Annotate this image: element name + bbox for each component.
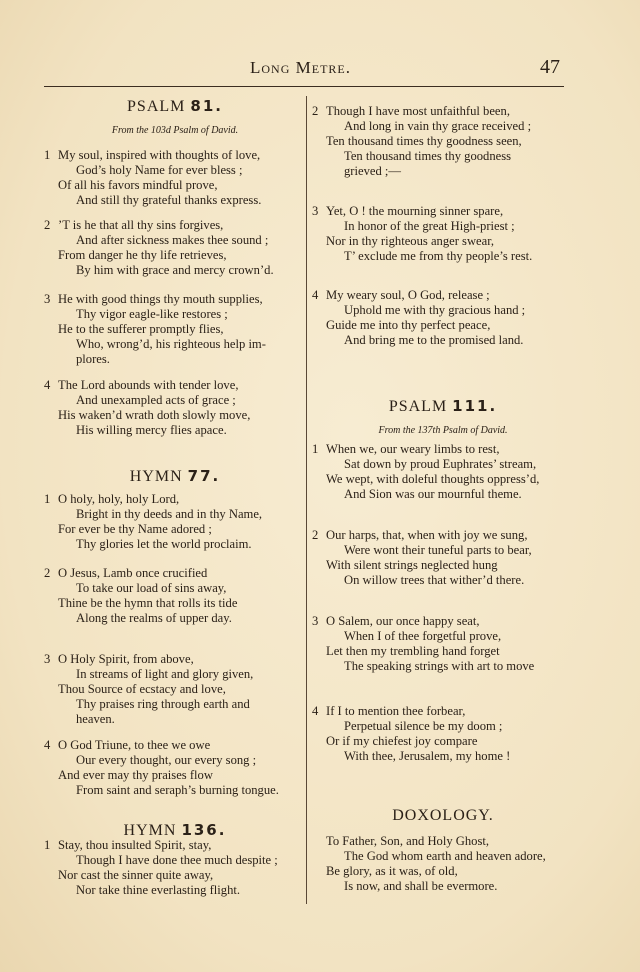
verse-line: Is now, and shall be evermore. xyxy=(344,879,498,893)
stanza xyxy=(312,104,574,179)
verse-line: Our every thought, our every song ; xyxy=(76,753,257,767)
hymn-title-word: HYMN xyxy=(123,822,177,839)
column-divider xyxy=(306,96,307,904)
stanza xyxy=(312,442,574,502)
verse-line: From saint and seraph’s burning tongue. xyxy=(76,783,279,797)
stanza-number: 4 xyxy=(312,288,319,302)
verse-line: On willow trees that wither’d there. xyxy=(344,573,525,587)
verse-line: When we, our weary limbs to rest, xyxy=(326,442,500,456)
stanza-number: 3 xyxy=(44,652,51,666)
stanza-number: 4 xyxy=(44,738,51,752)
verse-line: Bright in thy deeds and in thy Name, xyxy=(76,507,263,521)
verse-line: Ten thousand times thy goodness seen, xyxy=(326,134,522,148)
stanza xyxy=(44,378,306,438)
hymn-title xyxy=(44,96,306,117)
stanza xyxy=(44,148,306,208)
verse-line: Let then my trembling hand forget xyxy=(326,644,500,658)
verse-line: Ten thousand times thy goodness xyxy=(344,149,512,163)
verse-line: plores. xyxy=(76,352,110,366)
verse-line: Though I have most unfaithful been, xyxy=(326,104,510,118)
verse-line: Be glory, as it was, of old, xyxy=(326,864,458,878)
stanza xyxy=(44,492,306,552)
stanza xyxy=(44,652,306,727)
verse-line: O Salem, our once happy seat, xyxy=(326,614,480,628)
stanza-number: 1 xyxy=(44,492,51,506)
verse-line: Nor in thy righteous anger swear, xyxy=(326,234,495,248)
stanza xyxy=(312,528,574,588)
verse-line: We wept, with doleful thoughts oppress’d, xyxy=(326,472,540,486)
verse-line: For ever be thy Name adored ; xyxy=(58,522,212,536)
verse-line: Perpetual silence be my doom ; xyxy=(344,719,503,733)
running-title: Long Metre. xyxy=(250,58,351,77)
verse-line: From danger he thy life retrieves, xyxy=(58,248,227,262)
verse-line: Yet, O ! the mourning sinner spare, xyxy=(326,204,504,218)
verse-line: The God whom earth and heaven adore, xyxy=(344,849,546,863)
verse-line: By him with grace and mercy crown’d. xyxy=(76,263,274,277)
verse-line: To Father, Son, and Holy Ghost, xyxy=(326,834,490,848)
verse-line: O God Triune, to thee we owe xyxy=(58,738,211,752)
hymn-number: 77. xyxy=(187,467,221,485)
verse-line: The speaking strings with art to move xyxy=(344,659,535,673)
verse-line: Sat down by proud Euphrates’ stream, xyxy=(344,457,537,471)
stanza-number: 2 xyxy=(44,566,51,580)
stanza-number: 1 xyxy=(44,838,51,852)
verse-line: Nor cast the sinner quite away, xyxy=(58,868,214,882)
verse-line: With silent strings neglected hung xyxy=(326,558,498,572)
verse-line: Or if my chiefest joy compare xyxy=(326,734,478,748)
stanza xyxy=(312,204,574,264)
hymn-title-word: PSALM xyxy=(127,98,186,115)
stanza-number: 4 xyxy=(44,378,51,392)
hymn-title xyxy=(312,806,574,826)
verse-line: Uphold me with thy gracious hand ; xyxy=(344,303,526,317)
verse-line: He to the sufferer promptly flies, xyxy=(58,322,224,336)
verse-line: Nor take thine everlasting flight. xyxy=(76,883,241,897)
verse-line: O holy, holy, holy Lord, xyxy=(58,492,180,506)
stanza-number: 4 xyxy=(312,704,319,718)
verse-line: My soul, inspired with thoughts of love, xyxy=(58,148,261,162)
verse-line: Thy praises ring through earth and xyxy=(76,697,250,711)
verse-line: O Holy Spirit, from above, xyxy=(58,652,194,666)
verse-line: And bring me to the promised land. xyxy=(344,333,524,347)
verse-line: With thee, Jerusalem, my home ! xyxy=(344,749,511,763)
verse-line: The Lord abounds with tender love, xyxy=(58,378,239,392)
verse-line: Guide me into thy perfect peace, xyxy=(326,318,491,332)
hymn-number: 111. xyxy=(452,397,498,415)
verse-line: Stay, thou insulted Spirit, stay, xyxy=(58,838,212,852)
verse-line: And Sion was our mournful theme. xyxy=(344,487,522,501)
verse-line: God’s holy Name for ever bless ; xyxy=(76,163,243,177)
verse-line: Along the realms of upper day. xyxy=(76,611,232,625)
stanza xyxy=(312,614,574,674)
verse-line: And unexampled acts of grace ; xyxy=(76,393,236,407)
verse-line: O Jesus, Lamb once crucified xyxy=(58,566,208,580)
verse-line: Our harps, that, when with joy we sung, xyxy=(326,528,528,542)
stanza xyxy=(44,838,306,898)
verse-line: His willing mercy flies apace. xyxy=(76,423,227,437)
stanza-number: 3 xyxy=(312,204,319,218)
verse-line: Thine be the hymn that rolls its tide xyxy=(58,596,238,610)
verse-line: Of all his favors mindful prove, xyxy=(58,178,218,192)
stanza xyxy=(44,218,306,278)
hymn-title xyxy=(44,466,306,487)
stanza xyxy=(312,288,574,348)
verse-line: Thy glories let the world proclaim. xyxy=(76,537,252,551)
verse-line: When I of thee forgetful prove, xyxy=(344,629,502,643)
stanza xyxy=(312,834,574,894)
verse-line: His waken’d wrath doth slowly move, xyxy=(58,408,251,422)
verse-line: T’ exclude me from thy people’s rest. xyxy=(344,249,533,263)
verse-line: In honor of the great High-priest ; xyxy=(344,219,515,233)
stanza-number: 3 xyxy=(44,292,51,306)
stanza xyxy=(312,704,574,764)
stanza-number: 1 xyxy=(44,148,51,162)
stanza xyxy=(44,292,306,367)
stanza-number: 2 xyxy=(312,528,319,542)
verse-line: Were wont their tuneful parts to bear, xyxy=(344,543,532,557)
verse-line: Though I have done thee much despite ; xyxy=(76,853,278,867)
page-header xyxy=(40,58,570,82)
verse-line: Thou Source of ecstacy and love, xyxy=(58,682,226,696)
verse-line: grieved ;— xyxy=(344,164,402,178)
hymn-title xyxy=(312,396,574,417)
hymn-title-word: PSALM xyxy=(388,398,448,415)
stanza-number: 1 xyxy=(312,442,319,456)
page-number: 47 xyxy=(540,56,560,78)
hymn-title-word: DOXOLOGY. xyxy=(392,807,494,824)
stanza xyxy=(44,566,306,626)
hymn-number: 81. xyxy=(190,97,223,115)
stanza xyxy=(44,738,306,798)
verse-line: ’T is he that all thy sins forgives, xyxy=(58,218,224,232)
verse-line: My weary soul, O God, release ; xyxy=(326,288,490,302)
verse-line: If I to mention thee forbear, xyxy=(326,704,466,718)
verse-line: heaven. xyxy=(76,712,115,726)
stanza-number: 2 xyxy=(44,218,51,232)
hymn-number: 136. xyxy=(181,821,227,839)
verse-line: He with good things thy mouth supplies, xyxy=(58,292,263,306)
stanza-number: 2 xyxy=(312,104,319,118)
verse-line: Who, wrong’d, his righteous help im- xyxy=(76,337,266,351)
psalm-source: From the 137th Psalm of David. xyxy=(378,425,508,436)
stanza-number: 3 xyxy=(312,614,319,628)
header-rule xyxy=(44,86,564,87)
verse-line: And after sickness makes thee sound ; xyxy=(76,233,269,247)
verse-line: And ever may thy praises flow xyxy=(58,768,213,782)
verse-line: In streams of light and glory given, xyxy=(76,667,254,681)
verse-line: And long in vain thy grace received ; xyxy=(344,119,532,133)
psalm-source: From the 103d Psalm of David. xyxy=(111,125,239,136)
verse-line: To take our load of sins away, xyxy=(76,581,227,595)
verse-line: And still thy grateful thanks express. xyxy=(76,193,262,207)
verse-line: Thy vigor eagle-like restores ; xyxy=(76,307,228,321)
hymn-title-word: HYMN xyxy=(129,468,183,485)
